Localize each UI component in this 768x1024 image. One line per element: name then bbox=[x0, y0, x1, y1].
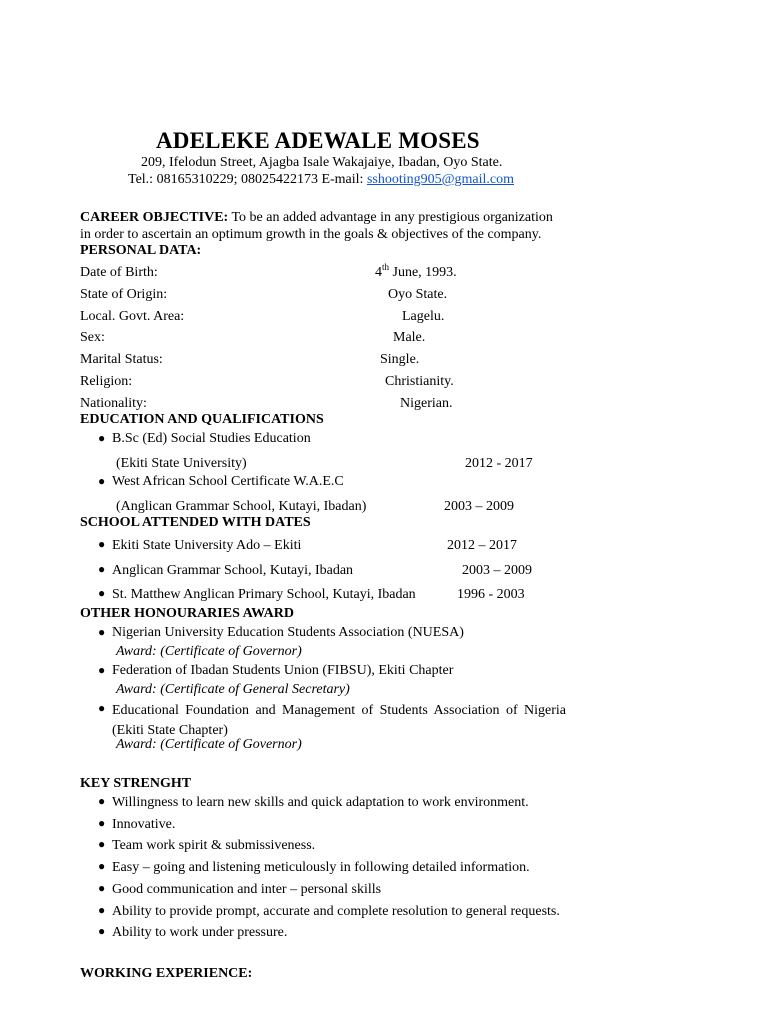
religion-value: Christianity. bbox=[385, 374, 454, 389]
bullet-icon: ● bbox=[98, 859, 106, 873]
award-3-org: Educational Foundation and Management of Students Association of Nigeria (Ekiti State Chapter) bbox=[112, 703, 566, 738]
edu-item-1-years: 2012 - 2017 bbox=[465, 456, 533, 471]
state-of-origin-value: Oyo State. bbox=[388, 287, 448, 302]
bullet-icon: ● bbox=[98, 701, 106, 715]
marital-status-label: Marital Status: bbox=[80, 352, 163, 367]
strength-item-5: Good communication and inter – personal skills bbox=[112, 882, 382, 897]
career-objective-line2: in order to ascertain an optimum growth in the goals & objectives of the company. bbox=[80, 227, 542, 242]
dob-value: 4th June, 1993. bbox=[375, 262, 457, 280]
state-of-origin-label: State of Origin: bbox=[80, 287, 168, 302]
edu-item-2-years: 2003 – 2009 bbox=[444, 499, 514, 514]
sex-value: Male. bbox=[393, 330, 426, 345]
schools-heading: SCHOOL ATTENDED WITH DATES bbox=[80, 515, 311, 530]
nationality-value: Nigerian. bbox=[400, 396, 453, 411]
bullet-icon: ● bbox=[98, 837, 106, 851]
lga-label: Local. Govt. Area: bbox=[80, 309, 185, 324]
personal-data-heading: PERSONAL DATA: bbox=[80, 243, 202, 258]
bullet-icon: ● bbox=[98, 881, 106, 895]
bullet-icon: ● bbox=[98, 924, 106, 938]
email-link[interactable]: sshooting905@gmail.com bbox=[366, 172, 515, 187]
career-objective-heading: CAREER OBJECTIVE: bbox=[80, 210, 229, 225]
school-3-name: St. Matthew Anglican Primary School, Kutayi, Ibadan bbox=[112, 587, 416, 602]
edu-item-2-title: West African School Certificate W.A.E.C bbox=[112, 474, 344, 489]
edu-item-2-school: (Anglican Grammar School, Kutayi, Ibadan) bbox=[116, 499, 367, 514]
edu-item-1-title: B.Sc (Ed) Social Studies Education bbox=[112, 431, 311, 446]
bullet-icon: ● bbox=[98, 794, 106, 808]
award-1-title: Award: (Certificate of Governor) bbox=[116, 644, 302, 659]
sex-label: Sex: bbox=[80, 330, 105, 345]
bullet-icon: ● bbox=[98, 903, 106, 917]
contact-phones: Tel.: 08165310229; 08025422173 E-mail: bbox=[128, 172, 367, 187]
strength-item-7: Ability to work under pressure. bbox=[112, 925, 288, 940]
strength-item-4: Easy – going and listening meticulously in following detailed information. bbox=[112, 860, 530, 875]
school-1-name: Ekiti State University Ado – Ekiti bbox=[112, 538, 302, 553]
education-heading: EDUCATION AND QUALIFICATIONS bbox=[80, 412, 324, 427]
bullet-icon: ● bbox=[98, 537, 106, 551]
award-3-title: Award: (Certificate of Governor) bbox=[116, 737, 302, 752]
bullet-icon: ● bbox=[98, 625, 106, 639]
contact-line bbox=[128, 172, 514, 188]
strength-item-3: Team work spirit & submissiveness. bbox=[112, 838, 316, 853]
award-2-title: Award: (Certificate of General Secretary) bbox=[116, 682, 350, 697]
career-objective-line1 bbox=[80, 210, 553, 226]
applicant-name: ADELEKE ADEWALE MOSES bbox=[156, 128, 480, 153]
bullet-icon: ● bbox=[98, 474, 106, 488]
dob-label: Date of Birth: bbox=[80, 265, 158, 280]
school-1-years: 2012 – 2017 bbox=[447, 538, 517, 553]
strength-item-6: Ability to provide prompt, accurate and complete resolution to general requests. bbox=[112, 904, 560, 919]
nationality-label: Nationality: bbox=[80, 396, 147, 411]
school-2-name: Anglican Grammar School, Kutayi, Ibadan bbox=[112, 563, 354, 578]
strength-item-1: Willingness to learn new skills and quick adaptation to work environment. bbox=[112, 795, 529, 810]
bullet-icon: ● bbox=[98, 816, 106, 830]
strength-item-2: Innovative. bbox=[112, 817, 176, 832]
religion-label: Religion: bbox=[80, 374, 133, 389]
edu-item-1-school: (Ekiti State University) bbox=[116, 456, 247, 471]
school-2-years: 2003 – 2009 bbox=[462, 563, 532, 578]
address-line: 209, Ifelodun Street, Ajagba Isale Wakajaiye, Ibadan, Oyo State. bbox=[141, 155, 503, 170]
award-2-org: Federation of Ibadan Students Union (FIBSU), Ekiti Chapter bbox=[112, 663, 454, 678]
bullet-icon: ● bbox=[98, 431, 106, 445]
working-experience-heading: WORKING EXPERIENCE: bbox=[80, 966, 253, 981]
key-strength-heading: KEY STRENGHT bbox=[80, 776, 192, 791]
marital-status-value: Single. bbox=[380, 352, 420, 367]
bullet-icon: ● bbox=[98, 663, 106, 677]
bullet-icon: ● bbox=[98, 586, 106, 600]
bullet-icon: ● bbox=[98, 562, 106, 576]
award-1-org: Nigerian University Education Students Association (NUESA) bbox=[112, 625, 464, 640]
school-3-years: 1996 - 2003 bbox=[457, 587, 525, 602]
career-objective-text1: To be an added advantage in any prestigious organization bbox=[228, 210, 553, 225]
lga-value: Lagelu. bbox=[402, 309, 445, 324]
awards-heading: OTHER HONOURARIES AWARD bbox=[80, 606, 294, 621]
